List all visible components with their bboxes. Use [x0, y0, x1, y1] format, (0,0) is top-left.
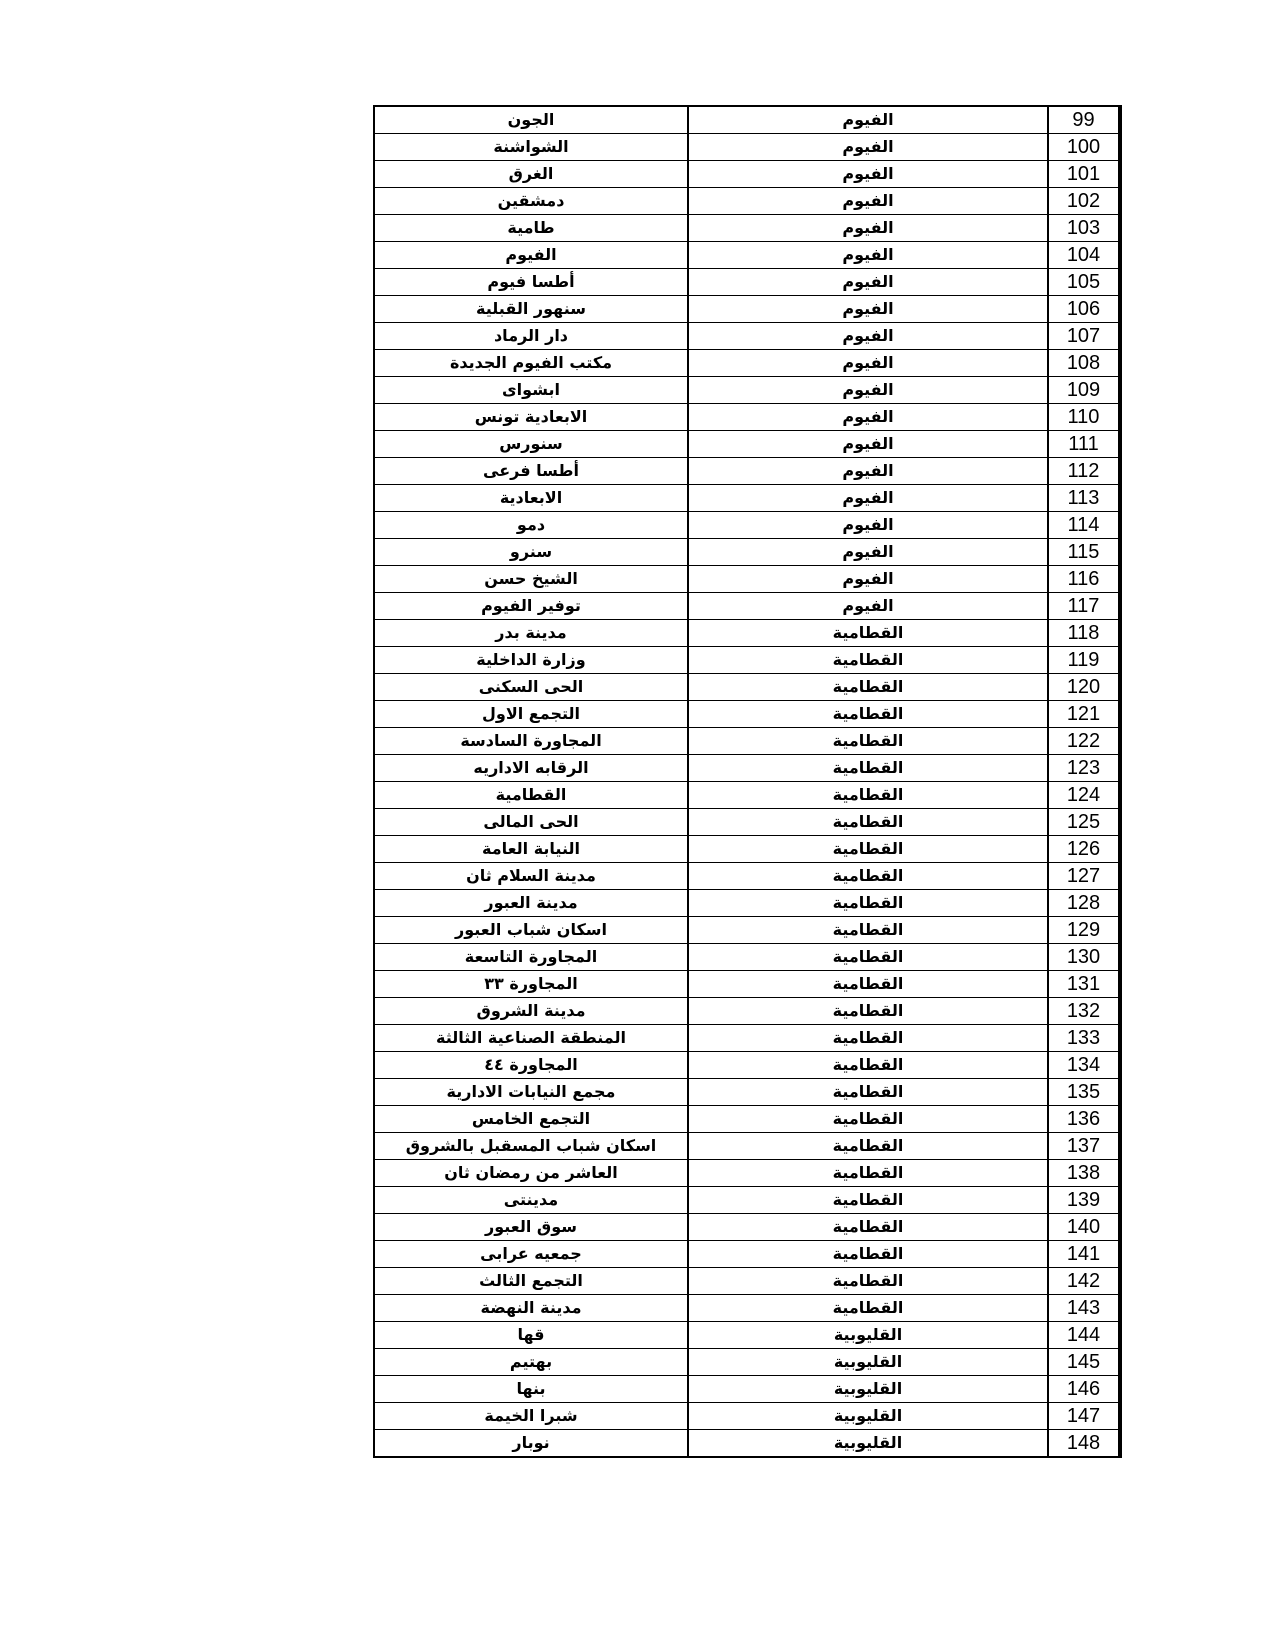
governorate-cell: القطامية [688, 1025, 1048, 1052]
row-number-cell: 118 [1048, 620, 1120, 647]
row-number-cell: 107 [1048, 323, 1120, 350]
row-number-cell: 114 [1048, 512, 1120, 539]
table-row [374, 998, 1120, 1025]
row-number-cell: 106 [1048, 296, 1120, 323]
row-number-cell: 112 [1048, 458, 1120, 485]
row-number-cell: 115 [1048, 539, 1120, 566]
branch-name-cell: الشيخ حسن [374, 566, 688, 593]
branch-name-cell: دار الرماد [374, 323, 688, 350]
row-number-cell: 129 [1048, 917, 1120, 944]
row-number-cell: 111 [1048, 431, 1120, 458]
governorate-cell: الفيوم [688, 566, 1048, 593]
governorate-cell: القليوبية [688, 1322, 1048, 1349]
row-number-cell: 102 [1048, 188, 1120, 215]
governorate-cell: القطامية [688, 728, 1048, 755]
governorate-cell: الفيوم [688, 323, 1048, 350]
branch-name-cell: العاشر من رمضان ثان [374, 1160, 688, 1187]
branch-name-cell: سنورس [374, 431, 688, 458]
governorate-cell: القطامية [688, 1052, 1048, 1079]
governorate-cell: القطامية [688, 998, 1048, 1025]
branch-name-cell: قها [374, 1322, 688, 1349]
table-row [374, 944, 1120, 971]
branch-name-cell: مدينة السلام ثان [374, 863, 688, 890]
table-row [374, 1241, 1120, 1268]
row-number-cell: 127 [1048, 863, 1120, 890]
governorate-cell: الفيوم [688, 188, 1048, 215]
table-body [374, 106, 1120, 1457]
branch-name-cell: المجاورة ٤٤ [374, 1052, 688, 1079]
row-number-cell: 124 [1048, 782, 1120, 809]
governorate-cell: الفيوم [688, 512, 1048, 539]
table-row [374, 323, 1120, 350]
row-number-cell: 119 [1048, 647, 1120, 674]
table-row [374, 863, 1120, 890]
governorate-cell: القطامية [688, 863, 1048, 890]
branch-name-cell: توفير الفيوم [374, 593, 688, 620]
table-row [374, 404, 1120, 431]
row-number-cell: 101 [1048, 161, 1120, 188]
table-row [374, 215, 1120, 242]
governorate-cell: الفيوم [688, 134, 1048, 161]
row-number-cell: 125 [1048, 809, 1120, 836]
table-row [374, 485, 1120, 512]
table-row [374, 106, 1120, 134]
table-row [374, 728, 1120, 755]
row-number-cell: 131 [1048, 971, 1120, 998]
branch-name-cell: مجمع النيابات الادارية [374, 1079, 688, 1106]
branch-name-cell: اسكان شباب المسقبل بالشروق [374, 1133, 688, 1160]
governorate-cell: الفيوم [688, 242, 1048, 269]
row-number-cell: 139 [1048, 1187, 1120, 1214]
table-row [374, 1295, 1120, 1322]
governorate-cell: القطامية [688, 674, 1048, 701]
governorate-cell: القطامية [688, 1079, 1048, 1106]
row-number-cell: 142 [1048, 1268, 1120, 1295]
table-row [374, 566, 1120, 593]
governorate-cell: القطامية [688, 917, 1048, 944]
table-row [374, 431, 1120, 458]
table-row [374, 1268, 1120, 1295]
row-number-cell: 137 [1048, 1133, 1120, 1160]
table-row [374, 755, 1120, 782]
governorate-cell: الفيوم [688, 593, 1048, 620]
row-number-cell: 132 [1048, 998, 1120, 1025]
branch-name-cell: الجون [374, 106, 688, 134]
row-number-cell: 126 [1048, 836, 1120, 863]
governorate-cell: القطامية [688, 647, 1048, 674]
governorate-cell: القطامية [688, 1187, 1048, 1214]
row-number-cell: 144 [1048, 1322, 1120, 1349]
branch-name-cell: وزارة الداخلية [374, 647, 688, 674]
governorate-cell: القطامية [688, 1133, 1048, 1160]
table-row [374, 809, 1120, 836]
row-number-cell: 145 [1048, 1349, 1120, 1376]
branch-name-cell: جمعيه عرابى [374, 1241, 688, 1268]
row-number-cell: 103 [1048, 215, 1120, 242]
table-row [374, 647, 1120, 674]
governorate-cell: القطامية [688, 1160, 1048, 1187]
branch-name-cell: سنرو [374, 539, 688, 566]
row-number-cell: 147 [1048, 1403, 1120, 1430]
table-row [374, 1322, 1120, 1349]
branch-name-cell: القطامية [374, 782, 688, 809]
governorate-cell: القطامية [688, 1295, 1048, 1322]
governorate-cell: الفيوم [688, 458, 1048, 485]
table-row [374, 1430, 1120, 1458]
table-row [374, 620, 1120, 647]
table-row [374, 1403, 1120, 1430]
branch-name-cell: مدينة النهضة [374, 1295, 688, 1322]
row-number-cell: 122 [1048, 728, 1120, 755]
governorate-cell: الفيوم [688, 377, 1048, 404]
branch-name-cell: شبرا الخيمة [374, 1403, 688, 1430]
table-row [374, 782, 1120, 809]
governorate-cell: القطامية [688, 1241, 1048, 1268]
row-number-cell: 140 [1048, 1214, 1120, 1241]
table-row [374, 188, 1120, 215]
row-number-cell: 109 [1048, 377, 1120, 404]
governorate-cell: القطامية [688, 809, 1048, 836]
branch-name-cell: بهتيم [374, 1349, 688, 1376]
row-number-cell: 100 [1048, 134, 1120, 161]
table-row [374, 1187, 1120, 1214]
governorate-cell: القليوبية [688, 1349, 1048, 1376]
branch-name-cell: المجاورة السادسة [374, 728, 688, 755]
governorate-cell: القطامية [688, 1106, 1048, 1133]
governorate-cell: القطامية [688, 755, 1048, 782]
table-row [374, 458, 1120, 485]
branch-name-cell: الحى المالى [374, 809, 688, 836]
table-row [374, 512, 1120, 539]
table-row [374, 1133, 1120, 1160]
branch-table [373, 105, 1122, 1458]
branch-name-cell: ابشواى [374, 377, 688, 404]
governorate-cell: الفيوم [688, 161, 1048, 188]
table-row [374, 1052, 1120, 1079]
table-row [374, 1025, 1120, 1052]
branch-name-cell: سوق العبور [374, 1214, 688, 1241]
row-number-cell: 110 [1048, 404, 1120, 431]
row-number-cell: 105 [1048, 269, 1120, 296]
row-number-cell: 99 [1048, 106, 1120, 134]
governorate-cell: القليوبية [688, 1376, 1048, 1403]
table-row [374, 593, 1120, 620]
branch-name-cell: الغرق [374, 161, 688, 188]
branch-name-cell: الشواشنة [374, 134, 688, 161]
governorate-cell: القليوبية [688, 1403, 1048, 1430]
branch-name-cell: مدينة العبور [374, 890, 688, 917]
table-row [374, 1160, 1120, 1187]
governorate-cell: القطامية [688, 701, 1048, 728]
branch-name-cell: مدينة الشروق [374, 998, 688, 1025]
row-number-cell: 148 [1048, 1430, 1120, 1458]
governorate-cell: الفيوم [688, 350, 1048, 377]
branch-name-cell: النيابة العامة [374, 836, 688, 863]
row-number-cell: 108 [1048, 350, 1120, 377]
row-number-cell: 143 [1048, 1295, 1120, 1322]
governorate-cell: القليوبية [688, 1430, 1048, 1458]
table-row [374, 377, 1120, 404]
branch-name-cell: مكتب الفيوم الجديدة [374, 350, 688, 377]
row-number-cell: 136 [1048, 1106, 1120, 1133]
branch-name-cell: المجاورة ٣٣ [374, 971, 688, 998]
governorate-cell: القطامية [688, 1268, 1048, 1295]
governorate-cell: القطامية [688, 890, 1048, 917]
governorate-cell: الفيوم [688, 539, 1048, 566]
row-number-cell: 116 [1048, 566, 1120, 593]
row-number-cell: 133 [1048, 1025, 1120, 1052]
table-row [374, 890, 1120, 917]
row-number-cell: 104 [1048, 242, 1120, 269]
table-row [374, 917, 1120, 944]
governorate-cell: الفيوم [688, 404, 1048, 431]
table-row [374, 539, 1120, 566]
branch-name-cell: اسكان شباب العبور [374, 917, 688, 944]
branch-name-cell: مدينتى [374, 1187, 688, 1214]
row-number-cell: 146 [1048, 1376, 1120, 1403]
governorate-cell: الفيوم [688, 106, 1048, 134]
governorate-cell: الفيوم [688, 269, 1048, 296]
row-number-cell: 123 [1048, 755, 1120, 782]
branch-name-cell: المنطقة الصناعية الثالثة [374, 1025, 688, 1052]
table-row [374, 269, 1120, 296]
branch-name-cell: الحى السكنى [374, 674, 688, 701]
row-number-cell: 135 [1048, 1079, 1120, 1106]
governorate-cell: القطامية [688, 620, 1048, 647]
branch-name-cell: بنها [374, 1376, 688, 1403]
governorate-cell: القطامية [688, 836, 1048, 863]
table-row [374, 836, 1120, 863]
branch-name-cell: التجمع الخامس [374, 1106, 688, 1133]
branch-name-cell: دمشقين [374, 188, 688, 215]
row-number-cell: 134 [1048, 1052, 1120, 1079]
row-number-cell: 141 [1048, 1241, 1120, 1268]
governorate-cell: القطامية [688, 944, 1048, 971]
table-row [374, 350, 1120, 377]
table-row [374, 1349, 1120, 1376]
row-number-cell: 130 [1048, 944, 1120, 971]
governorate-cell: الفيوم [688, 431, 1048, 458]
branch-name-cell: الابعادية [374, 485, 688, 512]
governorate-cell: القطامية [688, 1214, 1048, 1241]
table-row [374, 971, 1120, 998]
branch-name-cell: الفيوم [374, 242, 688, 269]
table-row [374, 242, 1120, 269]
branch-name-cell: التجمع الاول [374, 701, 688, 728]
row-number-cell: 113 [1048, 485, 1120, 512]
row-number-cell: 117 [1048, 593, 1120, 620]
row-number-cell: 138 [1048, 1160, 1120, 1187]
row-number-cell: 121 [1048, 701, 1120, 728]
table-row [374, 1376, 1120, 1403]
branch-name-cell: مدينة بدر [374, 620, 688, 647]
table-row [374, 1079, 1120, 1106]
branch-name-cell: دمو [374, 512, 688, 539]
table-row [374, 134, 1120, 161]
branch-name-cell: أطسا فيوم [374, 269, 688, 296]
branch-name-cell: طامية [374, 215, 688, 242]
table-row [374, 674, 1120, 701]
branch-name-cell: المجاورة التاسعة [374, 944, 688, 971]
table-row [374, 1214, 1120, 1241]
branch-name-cell: الرقابه الاداريه [374, 755, 688, 782]
governorate-cell: الفيوم [688, 215, 1048, 242]
table-row [374, 1106, 1120, 1133]
row-number-cell: 128 [1048, 890, 1120, 917]
table-row [374, 296, 1120, 323]
branch-name-cell: سنهور القبلية [374, 296, 688, 323]
branch-name-cell: الابعادية تونس [374, 404, 688, 431]
governorate-cell: القطامية [688, 782, 1048, 809]
table-row [374, 161, 1120, 188]
governorate-cell: الفيوم [688, 485, 1048, 512]
branch-name-cell: نوبار [374, 1430, 688, 1458]
branch-name-cell: أطسا فرعى [374, 458, 688, 485]
branch-name-cell: التجمع الثالث [374, 1268, 688, 1295]
row-number-cell: 120 [1048, 674, 1120, 701]
table-row [374, 701, 1120, 728]
governorate-cell: الفيوم [688, 296, 1048, 323]
governorate-cell: القطامية [688, 971, 1048, 998]
